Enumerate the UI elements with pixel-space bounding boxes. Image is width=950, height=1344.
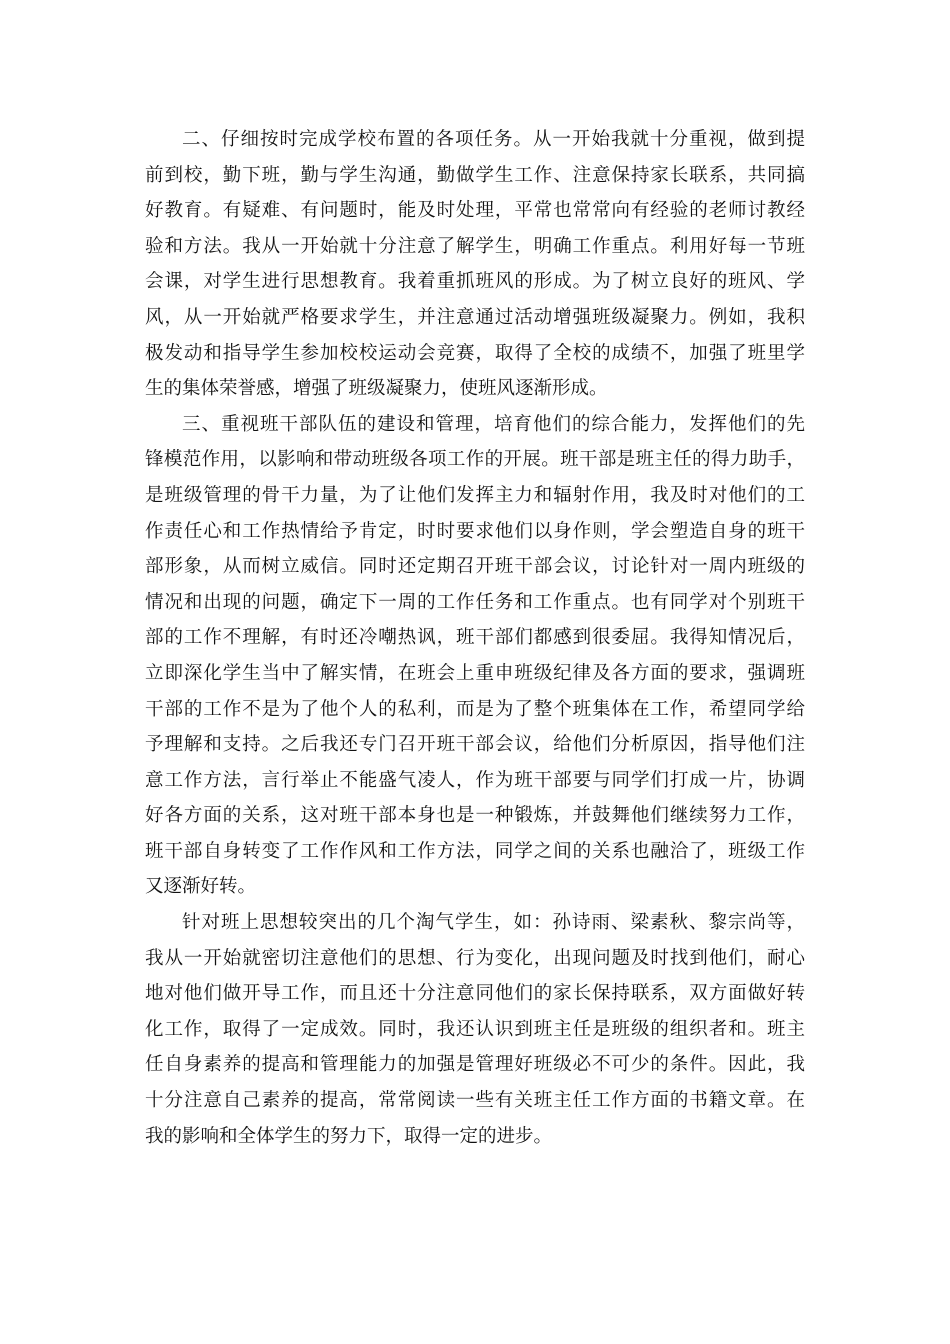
text-line: 我从一开始就密切注意他们的思想、行为变化，出现问题及时找到他们，耐心 [145,947,805,969]
text-line: 十分注意自己素养的提高，常常阅读一些有关班主任工作方面的书籍文章。在 [145,1090,805,1112]
text-line: 生的集体荣誉感，增强了班级凝聚力，使班风逐渐形成。 [145,378,608,400]
text-line: 极发动和指导学生参加校校运动会竞赛，取得了全校的成绩不，加强了班里学 [145,342,805,364]
text-line: 会课，对学生进行思想教育。我着重抓班风的形成。为了树立良好的班风、学 [145,271,805,293]
text-line: 我的影响和全体学生的努力下，取得一定的进步。 [145,1125,553,1147]
text-line: 情况和出现的问题，确定下一周的工作任务和工作重点。也有同学对个别班干 [145,591,805,613]
paragraph-task-completion [145,122,805,407]
text-line: 部形象，从而树立威信。同时还定期召开班干部会议，讨论针对一周内班级的 [145,556,805,578]
text-line: 针对班上思想较突出的几个淘气学生，如：孙诗雨、梁素秋、黎宗尚等， [182,912,805,934]
text-line: 部的工作不理解，有时还冷嘲热讽，班干部们都感到很委屈。我得知情况后， [145,627,805,649]
text-line: 作责任心和工作热情给予肯定，时时要求他们以身作则，学会塑造自身的班干 [145,520,805,542]
text-line: 立即深化学生当中了解实情，在班会上重申班级纪律及各方面的要求，强调班 [145,662,805,684]
text-line: 干部的工作不是为了他个人的私利，而是为了整个班集体在工作，希望同学给 [145,698,805,720]
text-line: 地对他们做开导工作，而且还十分注意同他们的家长保持联系，双方面做好转 [145,983,805,1005]
text-line: 锋模范作用，以影响和带动班级各项工作的开展。班干部是班主任的得力助手， [145,449,805,471]
text-line: 又逐渐好转。 [145,876,257,898]
text-line: 意工作方法，言行举止不能盛气凌人，作为班干部要与同学们打成一片，协调 [145,769,805,791]
text-line: 验和方法。我从一开始就十分注意了解学生，明确工作重点。利用好每一节班 [145,235,805,257]
text-line: 任自身素养的提高和管理能力的加强是管理好班级必不可少的条件。因此，我 [145,1054,805,1076]
paragraph-class-cadres [145,407,805,905]
text-line: 是班级管理的骨干力量，为了让他们发挥主力和辐射作用，我及时对他们的工 [145,484,805,506]
paragraph-naughty-students [145,905,805,1154]
text-line: 三、重视班干部队伍的建设和管理，培育他们的综合能力，发挥他们的先 [182,413,805,435]
document-body [145,122,805,1154]
text-line: 好教育。有疑难、有问题时，能及时处理，平常也常常向有经验的老师讨教经 [145,200,805,222]
text-line: 化工作，取得了一定成效。同时，我还认识到班主任是班级的组织者和。班主 [145,1018,805,1040]
text-line: 好各方面的关系，这对班干部本身也是一种锻炼，并鼓舞他们继续努力工作， [145,805,805,827]
text-line: 班干部自身转变了工作作风和工作方法，同学之间的关系也融洽了，班级工作 [145,840,805,862]
text-line: 予理解和支持。之后我还专门召开班干部会议，给他们分析原因，指导他们注 [145,734,805,756]
text-line: 二、仔细按时完成学校布置的各项任务。从一开始我就十分重视，做到提 [182,129,805,150]
text-line: 风，从一开始就严格要求学生，并注意通过活动增强班级凝聚力。例如，我积 [145,306,805,328]
text-line: 前到校，勤下班，勤与学生沟通，勤做学生工作、注意保持家长联系，共同搞 [145,164,805,186]
